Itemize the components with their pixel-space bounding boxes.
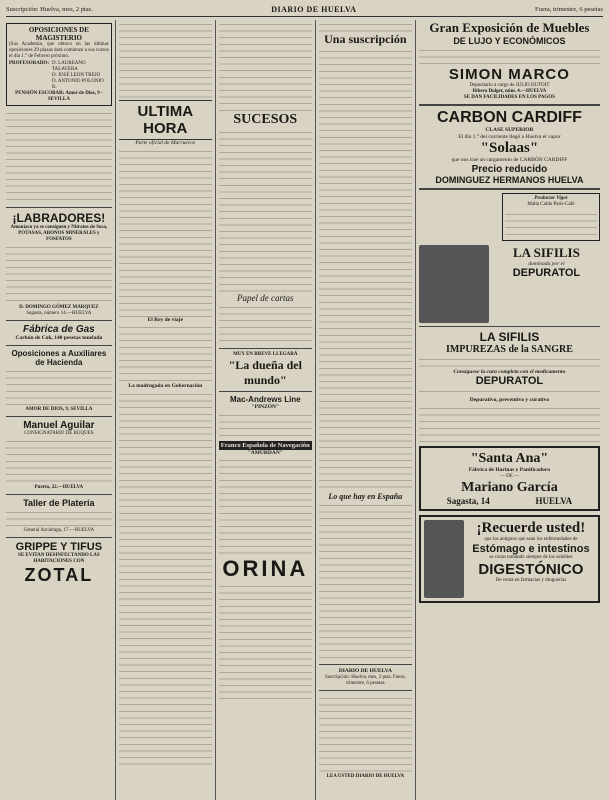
grippe-sub: SE EVITAN DESINFECTANDO LAS HABITACIONES CON (18, 552, 100, 564)
simon-sub: Depositario a cargo de JULIO DUTOIT (469, 83, 550, 88)
columns (6, 20, 603, 800)
muebles-title: Gran Exposición de Muebles (429, 20, 590, 35)
sucesos-title: SUCESOS (233, 112, 298, 127)
article-text (119, 20, 212, 100)
ad-digestonico (419, 515, 600, 603)
article-text (119, 147, 212, 317)
ad-vigor (502, 193, 600, 241)
ad-text (505, 210, 597, 238)
column-5 (419, 20, 603, 800)
article-text (6, 367, 112, 407)
recuerde-sub: que los antiguos que sean los enfermedades de (484, 536, 578, 542)
profesorado-label: PROFESORADO: (9, 61, 49, 66)
article-text (119, 323, 212, 383)
orina-title: ORINA (222, 556, 309, 582)
cardiff-sub: CLASE SUPERIOR (485, 127, 534, 133)
mariano-addr-1: Sagasta, 14 (446, 495, 490, 506)
madrugada-heading: La madrugada en Gobernación (128, 383, 203, 390)
profesor-2: D. JOSÉ LEON TREJO (52, 73, 101, 78)
zotal-logo: ZOTAL (24, 564, 94, 585)
ad-text (419, 404, 600, 442)
taller-title: Taller de Platería (23, 497, 95, 508)
gas-title: Fábrica de Gas (23, 324, 95, 335)
article-text (319, 501, 412, 661)
grippe-title: GRIPPE Y TIFUS (15, 540, 103, 553)
ad-text (419, 387, 600, 397)
article-text (319, 47, 412, 492)
dominguez: DOMINGUEZ HERMANOS HUELVA (435, 174, 584, 185)
proxima-label: MUY EN BREVE LLEGARÁ (233, 352, 298, 357)
labradores-title: ¡LABRADORES! (12, 211, 106, 225)
lea-diario: LEA USTED DIARIO DE HUELVA (326, 773, 405, 779)
masthead-left: Suscripción: Huelva, mes, 2 ptas. (6, 5, 93, 13)
pension: PENSIÓN ESCOBAR: Amor de Dios, 9 - SEVILLA (15, 91, 103, 102)
sifilis2-title: LA SIFILIS (479, 329, 540, 344)
mariano-addr-2: HUELVA (535, 495, 573, 506)
ad-santa-ana (419, 446, 600, 511)
santa-ana-title: "Santa Ana" (470, 450, 549, 466)
solaas-intro: El día 1.° del corriente llegó a Huelva el vapor (458, 133, 561, 140)
depurativo: DEPURATOL (512, 267, 581, 280)
article-text (319, 694, 412, 774)
recuerde-title: ¡Recuerde usted! (476, 519, 586, 536)
harinas: Fábrica de Harinas y Panificadora (468, 466, 551, 473)
amurdan: "AMURDAN" (247, 449, 283, 456)
labradores-sign: D. DOMINGO GÓMEZ MARQUEZ (19, 305, 99, 310)
macandrews-title: Mac-Andrews Line (229, 395, 301, 404)
article-text (6, 437, 112, 485)
article-text (219, 303, 312, 345)
man-illustration (424, 520, 464, 598)
digestonico: DIGESTÓNICO (478, 560, 584, 578)
simon-addr: Ribera Dolger, núm. 4.—HUELVA (472, 89, 547, 94)
precio-reducido: Precio reducido (471, 163, 548, 175)
article-text (219, 411, 312, 441)
article-text (219, 128, 312, 293)
article-text (119, 390, 212, 765)
profesor-1: D. LAUREANO TALAVERA (52, 61, 86, 72)
consiguese: Consíguese la cura completa con el medicamento (453, 368, 566, 375)
solaas-title: "Solaas" (480, 140, 539, 157)
article-text (419, 46, 600, 66)
masthead (6, 4, 603, 17)
article-text (219, 456, 312, 556)
dominada: dominada por el (528, 260, 565, 267)
el-rey-heading: El Rey de viaje (147, 316, 183, 323)
diario-price: Suscripción: Huelva, mes, 2 ptas. Fuera, trimestre, 6 pesetas (324, 674, 406, 686)
facilidades: SE DAN FACILIDADES EN LOS PAGOS (463, 95, 555, 100)
profesor-3: D. ANTONIO POLONIO R. (52, 79, 104, 90)
suscripcion-title: Una suscripción (324, 32, 407, 46)
masthead-right: Fuera, trimestre, 6 pesetas (534, 5, 603, 13)
opos2-title: Oposiciones a Auxiliares de Hacienda (11, 348, 107, 367)
solaas-line: que nos trae un cargamento de CARBÓN CARDIFF (451, 157, 568, 164)
skeleton-illustration (419, 245, 489, 323)
article-text (6, 508, 112, 528)
parte-subtitle: Parte oficial de Marruecos (135, 140, 196, 146)
vigor-title: Productor Vigor (534, 195, 568, 201)
column-3 (219, 20, 316, 800)
labradores-addr: Sagasta, número 14.—HUELVA (26, 311, 92, 316)
cardiff-title: CARBON CARDIFF (436, 109, 582, 126)
gas-sub: Carbón de Cok, 140 pesetas tonelada (15, 335, 103, 341)
ultima-hora-title: ULTIMA HORA (119, 100, 212, 140)
article-text (319, 20, 412, 32)
sifilis-title: LA SIFILIS (513, 244, 580, 260)
oposiciones-intro: (Sus Academia, que obtuvo en las últimas oposiciones 29 plazas dará comienzo a sus cursos el día 1.° de Febrero próximo. (9, 42, 109, 59)
opos2-addr: AMOR DE DIOS, 9, SEVILLA (25, 406, 93, 412)
franco-title: Franco Española de Navegación (220, 441, 310, 449)
curan: se curan tomando siempre de los solubles (489, 554, 573, 560)
article-text (219, 20, 312, 112)
mariano: Mariano García (461, 479, 558, 495)
muebles-sub: DE LUJO Y ECONÓMICOS (453, 36, 566, 46)
article-text (6, 243, 112, 305)
simon-marco: SIMON MARCO (448, 66, 570, 83)
venta: De venta en farmacias y droguerías (495, 577, 567, 583)
quehay-title: Lo que hay en España (328, 492, 403, 501)
aguilar-addr: Puerto, 22.—HUELVA (34, 484, 84, 490)
taller-addr: General Azcárraga, 17.—HUELVA (23, 527, 95, 533)
labradores-sub: Amoníaco ya se consiguen y Nitratos de Sosa, POTASAS, ABONOS MINERALES y FOSFATOS (10, 225, 108, 242)
article-text (6, 109, 112, 204)
ad-sifilis (419, 245, 600, 323)
aguilar-title: Manuel Aguilar (23, 419, 95, 431)
aguilar-sub: CONSIGNATARIO DE BUQUES (24, 430, 94, 436)
masthead-title: DIARIO DE HUELVA (271, 4, 357, 14)
column-2 (119, 20, 216, 800)
caldo: Malta Caldo Paris-Café (527, 201, 575, 207)
pinzon: "PINZÓN" (251, 404, 280, 410)
depurativo2: Depurativo, preventivo y curativo (469, 397, 550, 404)
estomago: Estómago e intestinos (472, 542, 590, 555)
oposiciones-title: OPOSICIONES DE MAGISTERIO (28, 26, 89, 42)
ad-text (419, 355, 600, 369)
article-text (219, 582, 312, 702)
ad-oposiciones (6, 23, 112, 106)
duena-title: "La dueña del mundo" (228, 358, 302, 387)
column-1 (6, 20, 116, 800)
de-label: — DE — (499, 473, 519, 479)
diario-label: DIARIO DE HUELVA (338, 668, 392, 674)
depuratol: DEPURATOL (475, 375, 544, 388)
papel-title: Papel de cartas (237, 293, 294, 303)
impurezas: IMPUREZAS de la SANGRE (445, 343, 573, 355)
column-4 (319, 20, 416, 800)
